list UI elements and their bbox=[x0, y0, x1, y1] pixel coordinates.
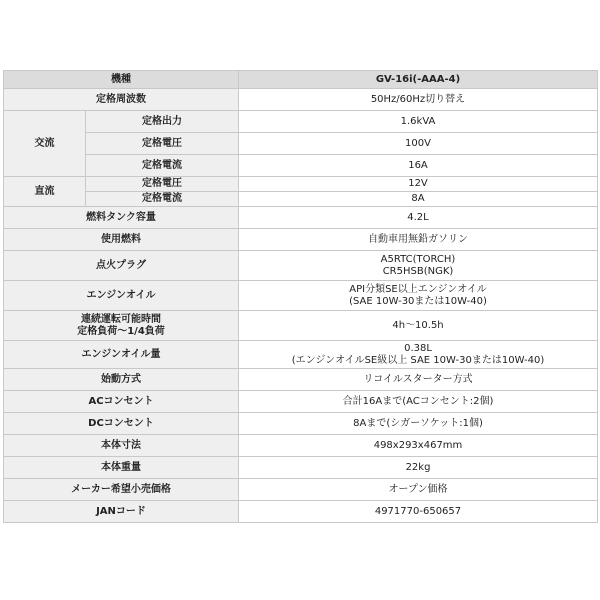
value-line: (SAE 10W-30または10W-40) bbox=[349, 295, 487, 307]
table-row bbox=[4, 391, 598, 413]
row-value: 22kg bbox=[239, 457, 598, 479]
table-row bbox=[4, 155, 598, 177]
group-label-dc: 直流 bbox=[4, 177, 86, 207]
value-line: A5RTC(TORCH) bbox=[380, 253, 456, 265]
row-label: JANコード bbox=[4, 501, 239, 523]
table-row bbox=[4, 457, 598, 479]
row-value: 12V bbox=[239, 177, 598, 192]
header-label: 機種 bbox=[4, 71, 239, 89]
row-value bbox=[239, 281, 598, 311]
table-row bbox=[4, 369, 598, 391]
row-value: 8A bbox=[239, 192, 598, 207]
table-row bbox=[4, 413, 598, 435]
value-line: (エンジンオイルSE級以上 SAE 10W-30または10W-40) bbox=[291, 354, 545, 366]
group-label-ac: 交流 bbox=[4, 111, 86, 177]
row-label bbox=[4, 311, 239, 341]
row-label: 使用燃料 bbox=[4, 229, 239, 251]
value-line: 0.38L bbox=[404, 342, 432, 354]
row-value: 4h〜10.5h bbox=[239, 311, 598, 341]
row-value: 1.6kVA bbox=[239, 111, 598, 133]
table-row bbox=[4, 501, 598, 523]
row-value: 4971770-650657 bbox=[239, 501, 598, 523]
value-line: API分類SE以上エンジンオイル bbox=[349, 283, 487, 295]
row-label: 定格電圧 bbox=[86, 133, 239, 155]
label-line: 定格負荷〜1/4負荷 bbox=[77, 325, 165, 337]
table-row bbox=[4, 435, 598, 457]
table-row bbox=[4, 111, 598, 133]
table-row bbox=[4, 192, 598, 207]
row-value bbox=[239, 341, 598, 369]
table-row bbox=[4, 281, 598, 311]
table-row bbox=[4, 207, 598, 229]
row-label: エンジンオイル量 bbox=[4, 341, 239, 369]
row-value: 合計16Aまで(ACコンセント:2個) bbox=[239, 391, 598, 413]
spec-table bbox=[3, 70, 598, 523]
row-value: 100V bbox=[239, 133, 598, 155]
row-label: 定格周波数 bbox=[4, 89, 239, 111]
row-value: 8Aまで(シガーソケット:1個) bbox=[239, 413, 598, 435]
row-value: 50Hz/60Hz切り替え bbox=[239, 89, 598, 111]
table-row bbox=[4, 177, 598, 192]
row-label: 本体重量 bbox=[4, 457, 239, 479]
row-label: 始動方式 bbox=[4, 369, 239, 391]
value-line: CR5HSB(NGK) bbox=[382, 265, 454, 277]
row-value: 498x293x467mm bbox=[239, 435, 598, 457]
row-label: エンジンオイル bbox=[4, 281, 239, 311]
row-value: 自動車用無鉛ガソリン bbox=[239, 229, 598, 251]
header-model: GV-16i(-AAA-4) bbox=[239, 71, 598, 89]
table-row bbox=[4, 341, 598, 369]
row-label: 定格出力 bbox=[86, 111, 239, 133]
label-line: 連続運転可能時間 bbox=[81, 313, 161, 325]
row-label: 点火プラグ bbox=[4, 251, 239, 281]
table-row bbox=[4, 89, 598, 111]
row-value: リコイルスターター方式 bbox=[239, 369, 598, 391]
table-row bbox=[4, 229, 598, 251]
row-label: 定格電流 bbox=[86, 192, 239, 207]
row-value: 4.2L bbox=[239, 207, 598, 229]
table-row bbox=[4, 71, 598, 89]
row-value bbox=[239, 251, 598, 281]
row-label: DCコンセント bbox=[4, 413, 239, 435]
table-row bbox=[4, 311, 598, 341]
row-label: ACコンセント bbox=[4, 391, 239, 413]
row-label: 燃料タンク容量 bbox=[4, 207, 239, 229]
row-label: 定格電圧 bbox=[86, 177, 239, 192]
row-label: 定格電流 bbox=[86, 155, 239, 177]
row-value: 16A bbox=[239, 155, 598, 177]
row-value: オープン価格 bbox=[239, 479, 598, 501]
table-row bbox=[4, 133, 598, 155]
row-label: 本体寸法 bbox=[4, 435, 239, 457]
row-label: メーカー希望小売価格 bbox=[4, 479, 239, 501]
table-row bbox=[4, 251, 598, 281]
table-row bbox=[4, 479, 598, 501]
